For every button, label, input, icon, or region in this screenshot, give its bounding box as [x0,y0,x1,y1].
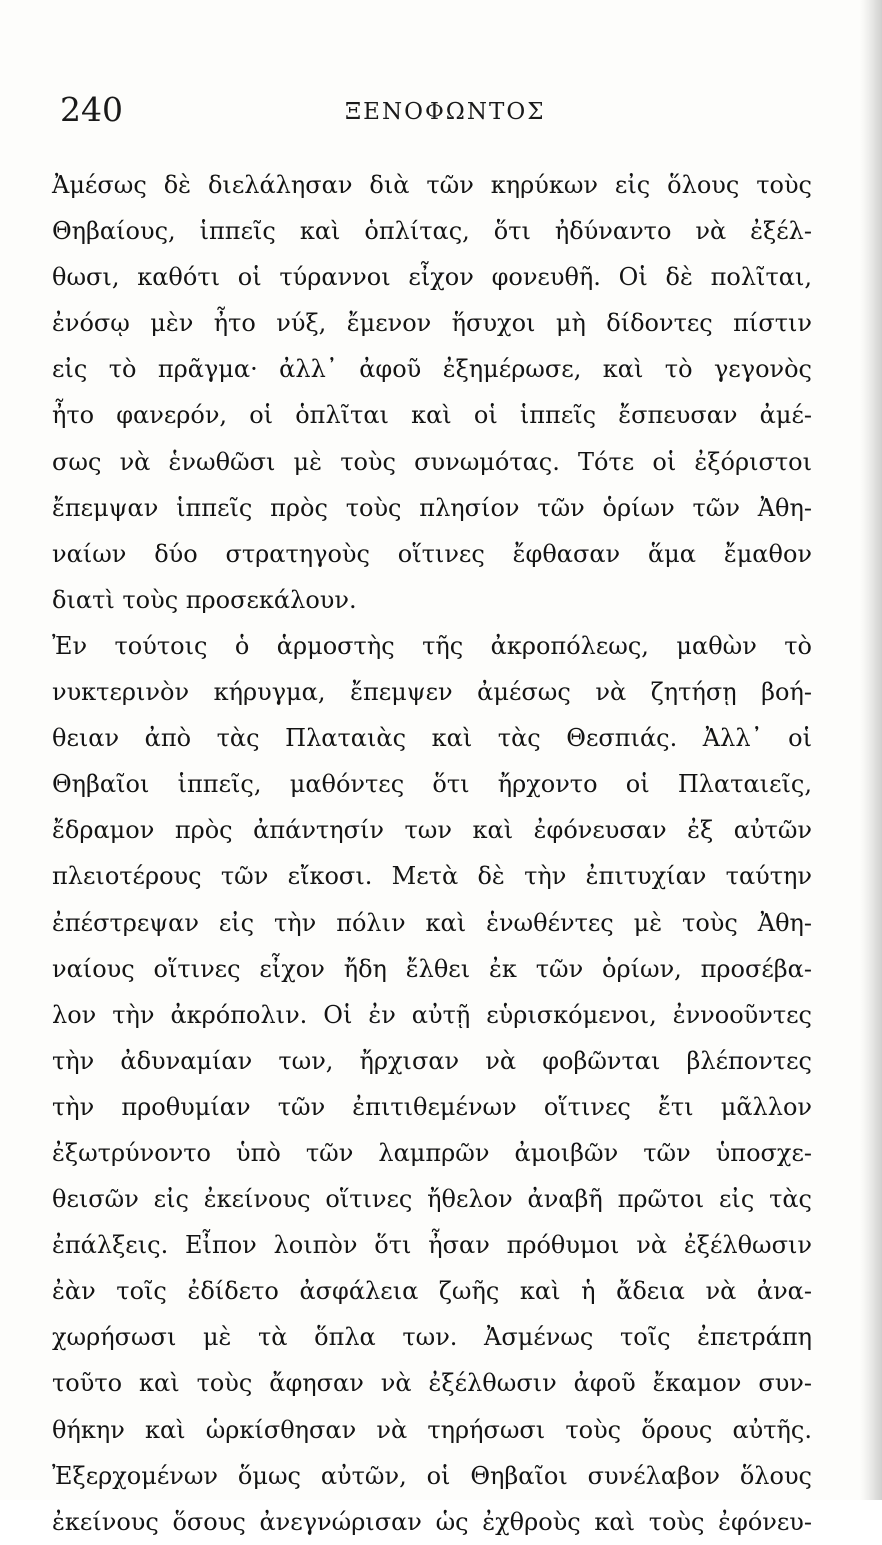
page-edge-shadow [860,0,882,1500]
text-line: ἔδραμον πρὸς ἀπάντησίν των καὶ ἐφόνευσαν ἐξ αὐτῶν [52,816,812,845]
text-line: ἐπέστρεψαν εἰς τὴν πόλιν καὶ ἑνωθέντες μὲ τοὺς Ἀθη- [52,908,812,937]
text-line: σως νὰ ἑνωθῶσι μὲ τοὺς συνωμότας. Τότε οἱ ἐξόριστοι [52,447,812,476]
text-line: τὴν ἀδυναμίαν των, ἤρχισαν νὰ φοβῶνται βλέποντες [52,1046,812,1075]
text-line: ἐνόσῳ μὲν ἦτο νύξ, ἔμενον ἥσυχοι μὴ δίδοντες πίστιν [52,309,812,338]
text-line: ἐκείνους ὅσους ἀνεγνώρισαν ὡς ἐχθροὺς καὶ τοὺς ἐφόνευ- [52,1507,812,1536]
text-line: ἐξωτρύνοντο ὑπὸ τῶν λαμπρῶν ἀμοιβῶν τῶν ὑποσχε- [52,1138,812,1167]
running-title: ΞΕΝΟΦΩΝΤΟΣ [345,99,546,125]
text-line: ναίων δύο στρατηγοὺς οἵτινες ἔφθασαν ἅμα ἔμαθον [52,539,812,568]
text-line: ἐὰν τοῖς ἐδίδετο ἀσφάλεια ζωῆς καὶ ἡ ἄδεια νὰ ἀνα- [52,1277,812,1306]
text-line: λον τὴν ἀκρόπολιν. Οἱ ἐν αὐτῇ εὑρισκόμενοι, ἐννοοῦντες [52,1000,812,1029]
text-line: ναίους οἵτινες εἶχον ἤδη ἔλθει ἐκ τῶν ὁρίων, προσέβα- [52,954,812,983]
text-line: θειαν ἀπὸ τὰς Πλαταιὰς καὶ τὰς Θεσπιάς. Ἀλλ᾽ οἱ [52,724,812,753]
body-text [52,162,812,1545]
text-line: Ἐν τούτοις ὁ ἁρμοστὴς τῆς ἀκροπόλεως, μαθὼν τὸ [52,631,812,660]
text-line: τὴν προθυμίαν τῶν ἐπιτιθεμένων οἵτινες ἔτι μᾶλλον [52,1092,812,1121]
page-number: 240 [60,90,123,129]
text-line: εἰς τὸ πρᾶγμα· ἀλλ᾽ ἀφοῦ ἐξημέρωσε, καὶ τὸ γεγονὸς [52,355,812,384]
text-line: διατὶ τοὺς προσεκάλουν. [52,585,357,614]
text-line: ἦτο φανερόν, οἱ ὁπλῖται καὶ οἱ ἱππεῖς ἔσπευσαν ἀμέ- [52,401,812,430]
text-line: ἔπεμψαν ἱππεῖς πρὸς τοὺς πλησίον τῶν ὁρίων τῶν Ἀθη- [52,493,812,522]
text-line: νυκτερινὸν κήρυγμα, ἔπεμψεν ἀμέσως νὰ ζητήσῃ βοή- [52,678,812,707]
text-line: Ἀμέσως δὲ διελάλησαν διὰ τῶν κηρύκων εἰς ὅλους τοὺς [52,171,812,199]
page-header [60,88,820,138]
text-line: Θηβαίους, ἱππεῖς καὶ ὁπλίτας, ὅτι ἠδύναντο νὰ ἐξέλ- [52,217,812,246]
text-line: τοῦτο καὶ τοὺς ἄφησαν νὰ ἐξέλθωσιν ἀφοῦ ἔκαμον συν- [52,1369,812,1398]
text-line: θωσι, καθότι οἱ τύραννοι εἶχον φονευθῆ. Οἱ δὲ πολῖται, [52,263,812,292]
text-line: Ἐξερχομένων ὅμως αὐτῶν, οἱ Θηβαῖοι συνέλαβον ὅλους [52,1461,812,1490]
text-line: θήκην καὶ ὡρκίσθησαν νὰ τηρήσωσι τοὺς ὅρους αὐτῆς. [52,1415,812,1444]
text-line: ἐπάλξεις. Εἶπον λοιπὸν ὅτι ἦσαν πρόθυμοι νὰ ἐξέλθωσιν [52,1231,812,1260]
text-line: θεισῶν εἰς ἐκείνους οἵτινες ἤθελον ἀναβῆ πρῶτοι εἰς τὰς [52,1185,812,1214]
text-line: Θηβαῖοι ἱππεῖς, μαθόντες ὅτι ἤρχοντο οἱ Πλαταιεῖς, [52,770,812,799]
text-line: πλειοτέρους τῶν εἴκοσι. Μετὰ δὲ τὴν ἐπιτυχίαν ταύτην [52,862,812,891]
text-line: χωρήσωσι μὲ τὰ ὅπλα των. Ἀσμένως τοῖς ἐπετράπη [52,1323,812,1352]
